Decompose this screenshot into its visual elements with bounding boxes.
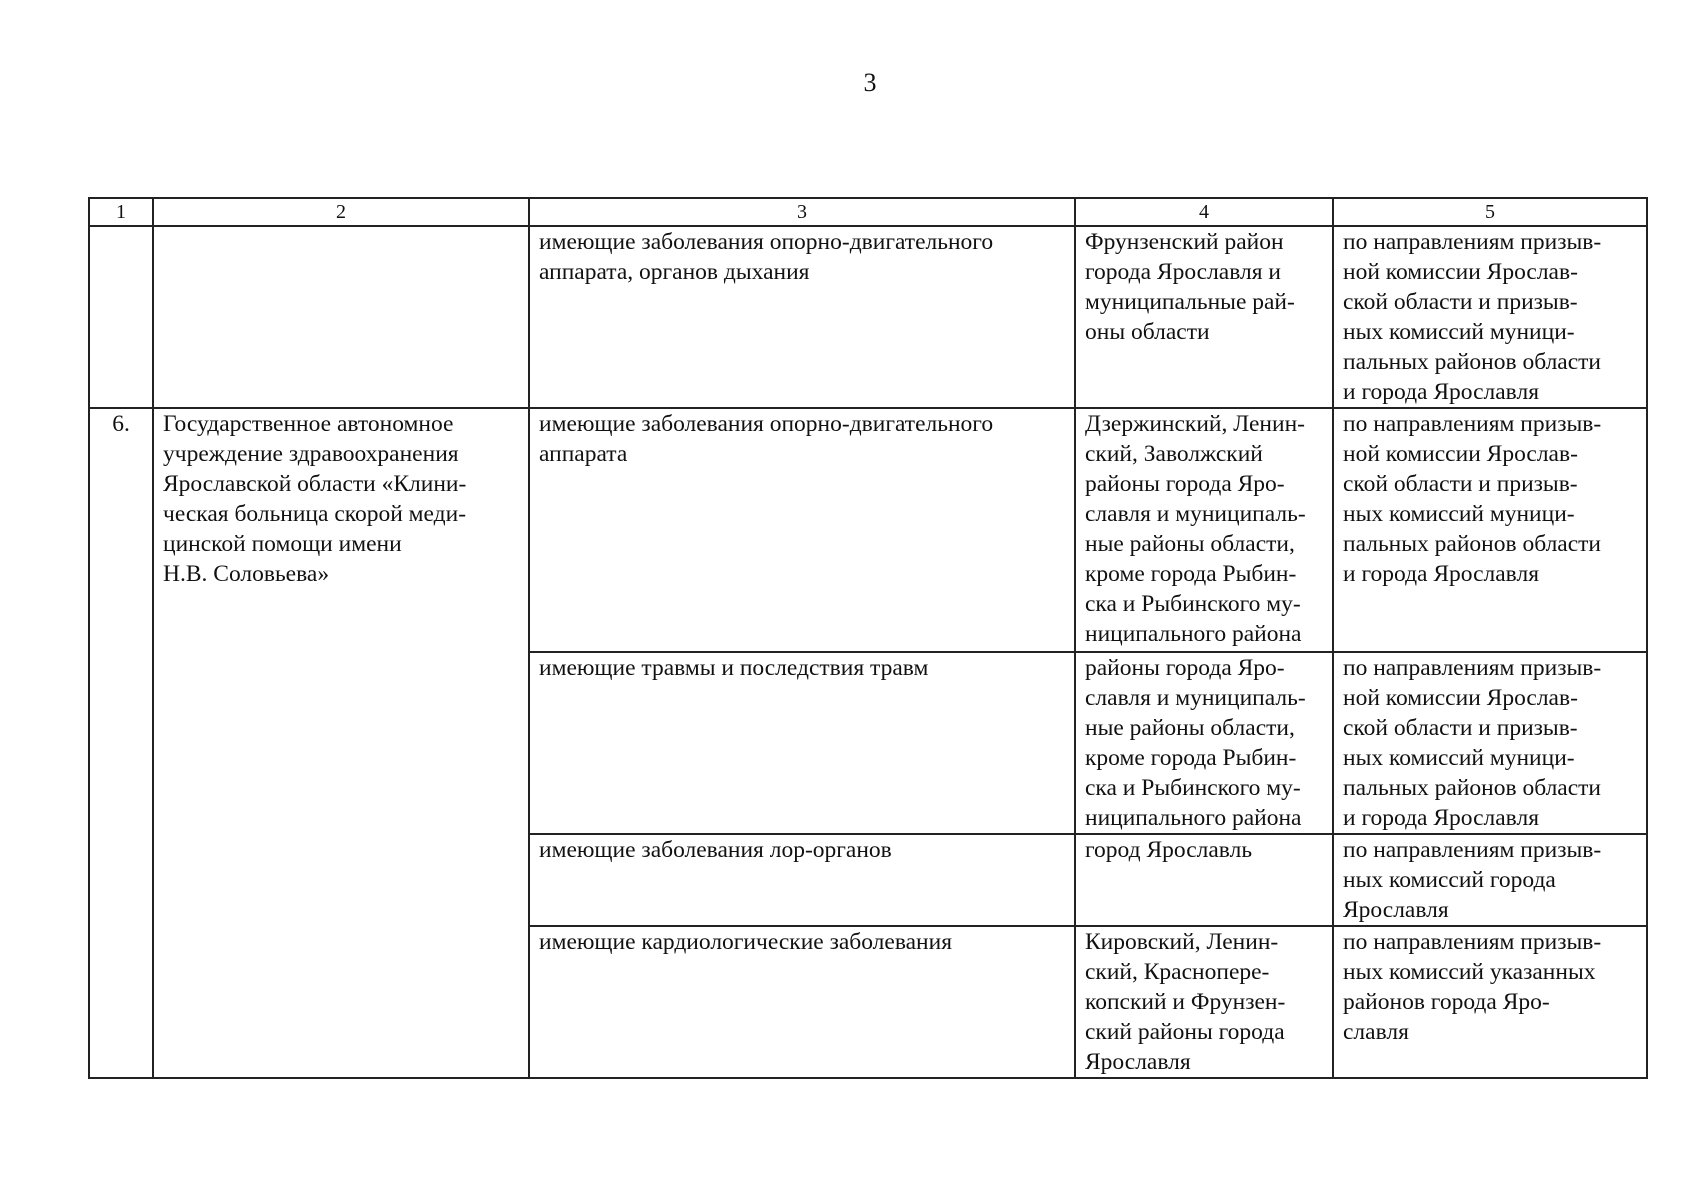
table-row [89, 408, 1647, 652]
referral-cell: по направлениям призыв- ных комиссий города Ярославля [1333, 834, 1647, 926]
page-number: 3 [863, 68, 877, 97]
column-number-4: 4 [1075, 198, 1333, 226]
territory-cell: Фрунзенский район города Ярославля и муниципальные рай- оны области [1075, 226, 1333, 408]
institution-cell: Государственное автономное учреждение здравоохранения Ярославской области «Клини- ческая больница скорой меди- цинской помощи имени Н.В. Соловьева» [153, 408, 529, 1078]
table-header-row [89, 198, 1647, 226]
row-number-cell: 6. [89, 408, 153, 1078]
institutions-table [88, 197, 1648, 1079]
row-number-cell [89, 226, 153, 408]
condition-cell: имеющие кардиологические заболевания [529, 926, 1075, 1078]
column-number-1: 1 [89, 198, 153, 226]
territory-cell: город Ярославль [1075, 834, 1333, 926]
condition-cell: имеющие заболевания опорно-двигательного аппарата, органов дыхания [529, 226, 1075, 408]
referral-cell: по направлениям призыв- ной комиссии Ярослав- ской области и призыв- ных комиссий муници- пальных районов области и города Ярославля [1333, 408, 1647, 652]
column-number-5: 5 [1333, 198, 1647, 226]
institution-cell [153, 226, 529, 408]
column-number-2: 2 [153, 198, 529, 226]
condition-cell: имеющие заболевания лор-органов [529, 834, 1075, 926]
territory-cell: Дзержинский, Ленин- ский, Заволжский районы города Яро- славля и муниципаль- ные районы области, кроме города Рыбин- ска и Рыбинского му- ниципального района [1075, 408, 1333, 652]
referral-cell: по направлениям призыв- ной комиссии Ярослав- ской области и призыв- ных комиссий муници- пальных районов области и города Ярославля [1333, 226, 1647, 408]
condition-cell: имеющие травмы и последствия травм [529, 652, 1075, 834]
territory-cell: районы города Яро- славля и муниципаль- ные районы области, кроме города Рыбин- ска и Рыбинского му- ниципального района [1075, 652, 1333, 834]
territory-cell: Кировский, Ленин- ский, Краснопере- копский и Фрунзен- ский районы города Ярославля [1075, 926, 1333, 1078]
referral-cell: по направлениям призыв- ных комиссий указанных районов города Яро- славля [1333, 926, 1647, 1078]
table-row-continuation [89, 226, 1647, 408]
condition-cell: имеющие заболевания опорно-двигательного аппарата [529, 408, 1075, 652]
referral-cell: по направлениям призыв- ной комиссии Ярослав- ской области и призыв- ных комиссий муници- пальных районов области и города Ярославля [1333, 652, 1647, 834]
column-number-3: 3 [529, 198, 1075, 226]
